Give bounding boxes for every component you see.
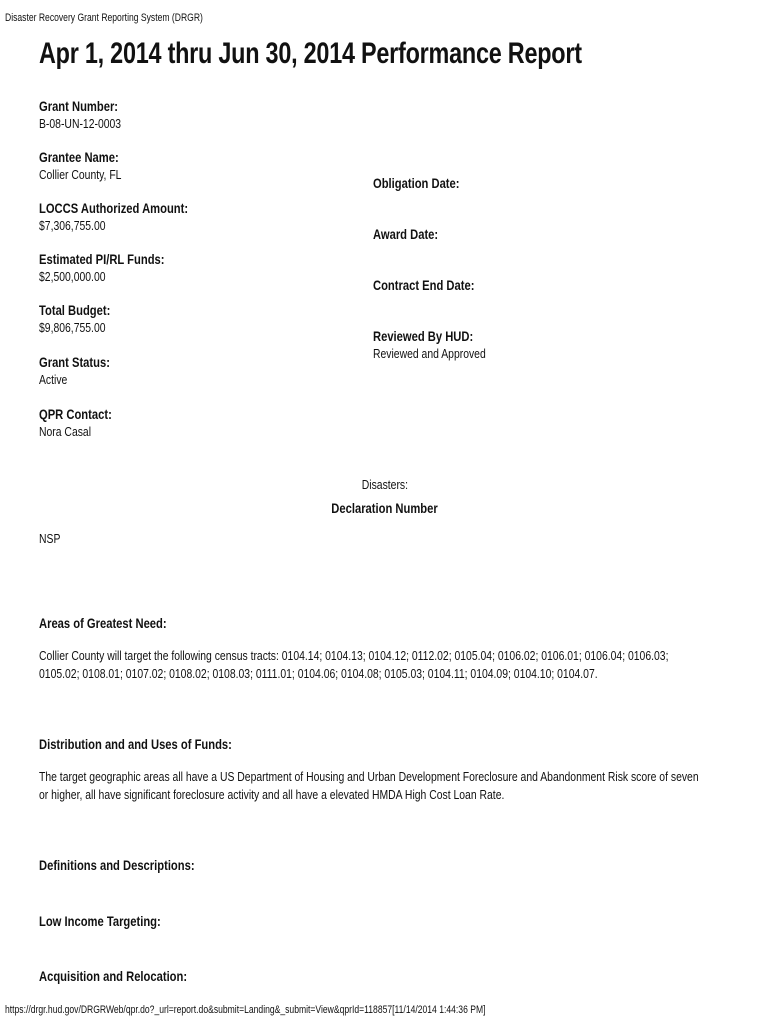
reviewed-by-hud-label: Reviewed By HUD: [373, 328, 474, 344]
pi-rl-funds-label: Estimated PI/RL Funds: [39, 251, 165, 267]
disasters-label: Disasters: [361, 477, 409, 492]
contract-end-date-label: Contract End Date: [373, 277, 475, 293]
low-income-targeting-heading: Low Income Targeting: [39, 913, 161, 929]
loccs-amount-value: $7,306,755.00 [39, 218, 106, 233]
page-footer-url: https://drgr.hud.gov/DRGRWeb/qpr.do?_url=report.do&submit=Landing&_submit=View&qprId=118857[11/14/2014 1:44:36 PM] [5, 1004, 486, 1016]
declaration-header-row [0, 500, 770, 516]
areas-of-greatest-need-text: Collier County will target the following census tracts: 0104.14; 0104.13; 0104.12; 0112.02; 0105.04; 0106.02; 0106.01; 0106.04; 0106.03; 0105.02; 0108.01; 0107.02; 0108.02; 0108.03; 0111.01; 0104.06; 0104.08; 0105.03; 0104.11; 0104.09; 0104.10; 0104.07. [39, 648, 669, 681]
disasters-label-row [0, 477, 770, 492]
definitions-heading: Definitions and Descriptions: [39, 857, 195, 873]
page-header: Disaster Recovery Grant Reporting System (DRGR) [5, 12, 203, 24]
areas-of-greatest-need-heading: Areas of Greatest Need: [39, 615, 167, 631]
acquisition-relocation-heading: Acquisition and Relocation: [39, 968, 188, 984]
declaration-number-header: Declaration Number [331, 500, 439, 516]
award-date-label: Award Date: [373, 226, 439, 242]
obligation-date-label: Obligation Date: [373, 175, 460, 191]
qpr-contact-value: Nora Casal [39, 424, 92, 439]
total-budget-value: $9,806,755.00 [39, 320, 106, 335]
grant-number-label: Grant Number: [39, 98, 119, 114]
grantee-name-value: Collier County, FL [39, 167, 122, 182]
qpr-contact-label: QPR Contact: [39, 406, 112, 422]
report-title: Apr 1, 2014 thru Jun 30, 2014 Performance Report [39, 37, 582, 70]
distribution-uses-heading: Distribution and and Uses of Funds: [39, 736, 232, 752]
distribution-uses-text: The target geographic areas all have a US Department of Housing and Urban Development Foreclosure and Abandonment Risk score of seven or higher, all have significant foreclosure activity and all have a elevated HMDA High Cost Loan Rate. [39, 769, 699, 802]
grantee-name-label: Grantee Name: [39, 149, 119, 165]
loccs-amount-label: LOCCS Authorized Amount: [39, 200, 189, 216]
total-budget-label: Total Budget: [39, 302, 111, 318]
grant-number-value: B-08-UN-12-0003 [39, 116, 122, 131]
reviewed-by-hud-value: Reviewed and Approved [373, 346, 486, 361]
grant-status-value: Active [39, 372, 68, 387]
grant-status-label: Grant Status: [39, 354, 110, 370]
declaration-number-cell: NSP [39, 531, 61, 546]
pi-rl-funds-value: $2,500,000.00 [39, 269, 106, 284]
